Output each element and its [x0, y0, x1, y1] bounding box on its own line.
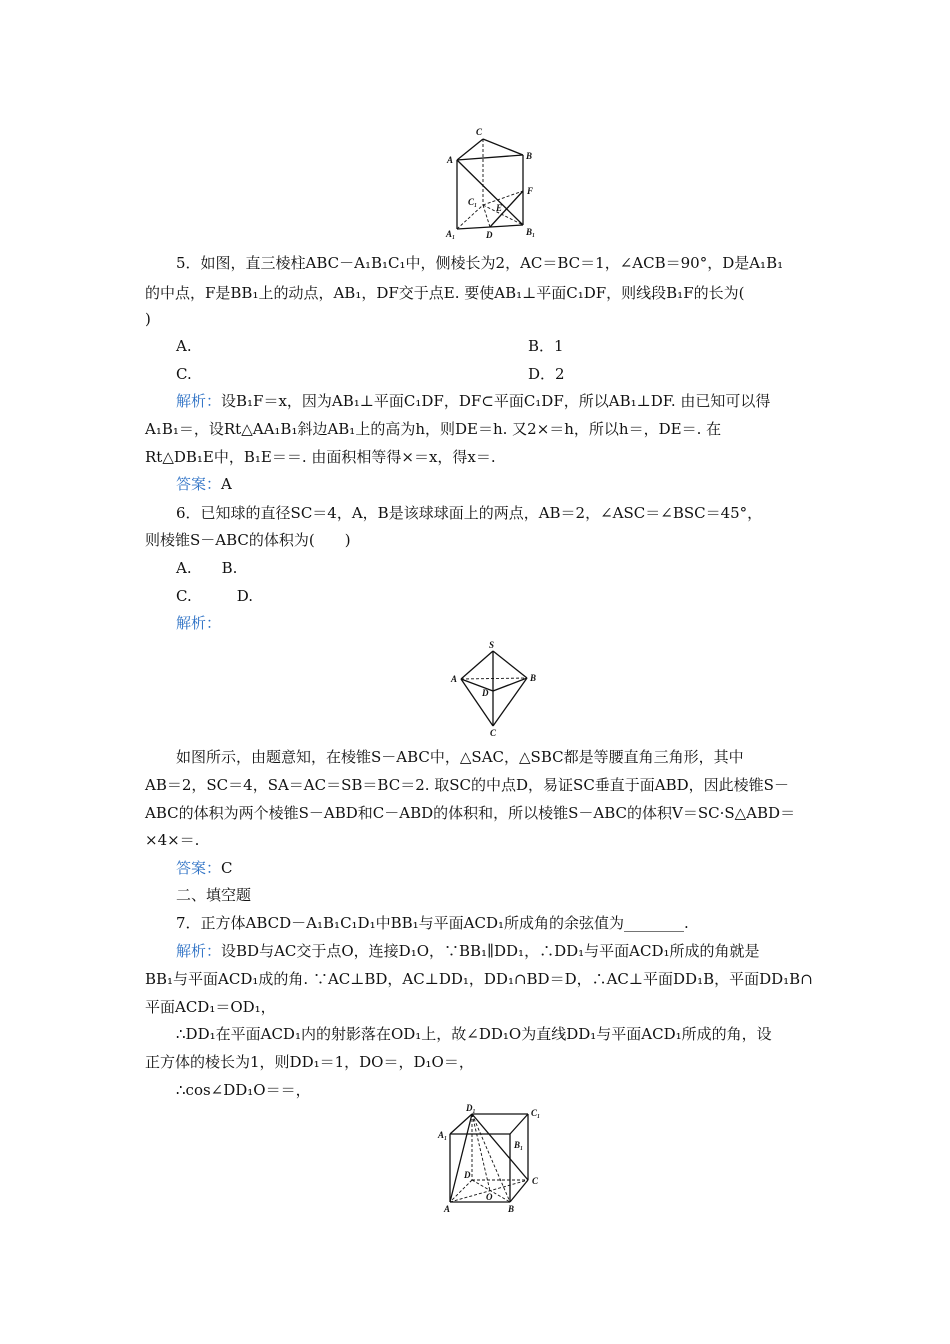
q6-body-line-1: 如图所示，由题意知，在棱锥S－ABC中，△SAC，△SBC都是等腰直角三角形，其中: [176, 748, 744, 766]
fig1-label-e: E: [496, 203, 503, 213]
pyramid-figure: [445, 640, 545, 740]
fig2-label-b: B: [530, 673, 537, 683]
fig3-label-a: A: [444, 1204, 451, 1214]
fig3-label-d1: D₁: [466, 1104, 476, 1113]
q6-options-1: A. B.: [176, 559, 238, 577]
fig1-label-a: A: [447, 155, 454, 165]
fig3-label-b1: B₁: [514, 1140, 524, 1150]
fig1-label-c: C: [476, 127, 483, 137]
q7-analysis-line-5: 正方体的棱长为1，则DD₁＝1，DO＝，D₁O＝，: [145, 1053, 474, 1071]
fig2-label-c: C: [490, 728, 497, 738]
q6-body-line-2: AB＝2，SC＝4，SA＝AC＝SB＝BC＝2. 取SC的中点D，易证SC垂直于面ABD，因此棱锥S－: [145, 776, 789, 794]
q5-option-a: A.: [176, 337, 192, 355]
q5-analysis-line-2: A₁B₁＝，设Rt△AA₁B₁斜边AB₁上的高为h，则DE＝h. 又2×＝h，所以h＝，DE＝. 在: [145, 420, 722, 438]
q5-line-2: 的中点，F是BB₁上的动点，AB₁，DF交于点E. 要使AB₁⊥平面C₁DF，则线段B₁F的长为(: [145, 284, 745, 302]
fig3-label-c: C: [532, 1176, 539, 1186]
fig2-label-a: A: [451, 674, 458, 684]
q7-line: 7．正方体ABCD－A₁B₁C₁D₁中BB₁与平面ACD₁所成角的余弦值为________.: [176, 914, 689, 932]
q7-analysis-line-1: [176, 941, 759, 961]
q6-line-2: 则棱锥S－ABC的体积为( ): [145, 531, 351, 549]
q5-answer: A: [221, 475, 232, 493]
section-heading: 二、填空题: [176, 886, 252, 904]
q7-analysis-line-3: 平面ACD₁＝OD₁，: [145, 998, 276, 1016]
q7-analysis-line-4: ∴DD₁在平面ACD₁内的射影落在OD₁上，故∠DD₁O为直线DD₁与平面ACD₁所成的角，设: [176, 1025, 772, 1043]
fig3-label-c1: C₁: [531, 1108, 541, 1118]
fig3-label-b: B: [508, 1204, 515, 1214]
q5-answer-label: 答案：: [176, 475, 222, 493]
fig1-label-c1: C₁: [468, 197, 478, 207]
q5-analysis-line-3: Rt△DB₁E中，B₁E＝＝. 由面积相等得×＝x，得x＝.: [145, 448, 496, 466]
prism-figure: [440, 125, 550, 240]
q7-analysis-label: 解析：: [176, 942, 222, 960]
q5-line-1: 5．如图，直三棱柱ABC－A₁B₁C₁中，侧棱长为2，AC＝BC＝1，∠ACB＝90°，D是A₁B₁: [176, 254, 784, 272]
fig1-label-b1: B₁: [526, 227, 536, 237]
q6-body-line-3: ABC的体积为两个棱锥S－ABD和C－ABD的体积和，所以棱锥S－ABC的体积V＝SC·S△ABD＝: [145, 804, 796, 822]
q6-analysis-label: 解析：: [176, 614, 222, 632]
q6-answer: C: [221, 859, 233, 877]
q5-analysis-text-1: 设B₁F＝x，因为AB₁⊥平面C₁DF，DF⊂平面C₁DF，所以AB₁⊥DF. 由已知可以得: [221, 392, 771, 410]
q7-analysis-line-2: BB₁与平面ACD₁成的角. ∵AC⊥BD，AC⊥DD₁，DD₁∩BD＝D，∴AC⊥平面DD₁B，平面DD₁B∩: [145, 970, 813, 988]
q7-analysis-text-1: 设BD与AC交于点O，连接D₁O，∵BB₁∥DD₁，∴DD₁与平面ACD₁所成的角就是: [221, 942, 760, 960]
fig1-label-b: B: [526, 151, 533, 161]
q6-line-1: 6．已知球的直径SC＝4，A，B是该球球面上的两点，AB＝2，∠ASC＝∠BSC＝45°，: [176, 504, 763, 522]
q5-option-b: B．1: [528, 337, 564, 355]
fig1-label-d: D: [486, 230, 493, 240]
fig2-label-d: D: [482, 688, 489, 698]
q5-analysis-label: 解析：: [176, 392, 222, 410]
fig3-label-o: O: [486, 1192, 493, 1202]
q5-analysis-line-1: [176, 391, 770, 411]
q5-option-d: D．2: [528, 365, 565, 383]
cube-figure: [436, 1104, 556, 1216]
q6-answer-label: 答案：: [176, 859, 222, 877]
q5-line-3: ): [145, 310, 151, 328]
fig1-label-f: F: [527, 186, 534, 196]
fig1-label-a1: A₁: [446, 229, 456, 239]
q6-answer-line: [176, 858, 233, 878]
q6-body-line-4: ×4×＝.: [145, 831, 200, 849]
fig3-label-d: D: [464, 1170, 471, 1180]
q5-answer-line: [176, 474, 232, 494]
q6-options-2: C. D.: [176, 587, 253, 605]
fig3-label-a1: A₁: [438, 1130, 448, 1140]
q7-analysis-line-6: ∴cos∠DD₁O＝＝，: [176, 1081, 311, 1099]
q5-option-c: C.: [176, 365, 192, 383]
fig2-label-s: S: [489, 640, 495, 650]
